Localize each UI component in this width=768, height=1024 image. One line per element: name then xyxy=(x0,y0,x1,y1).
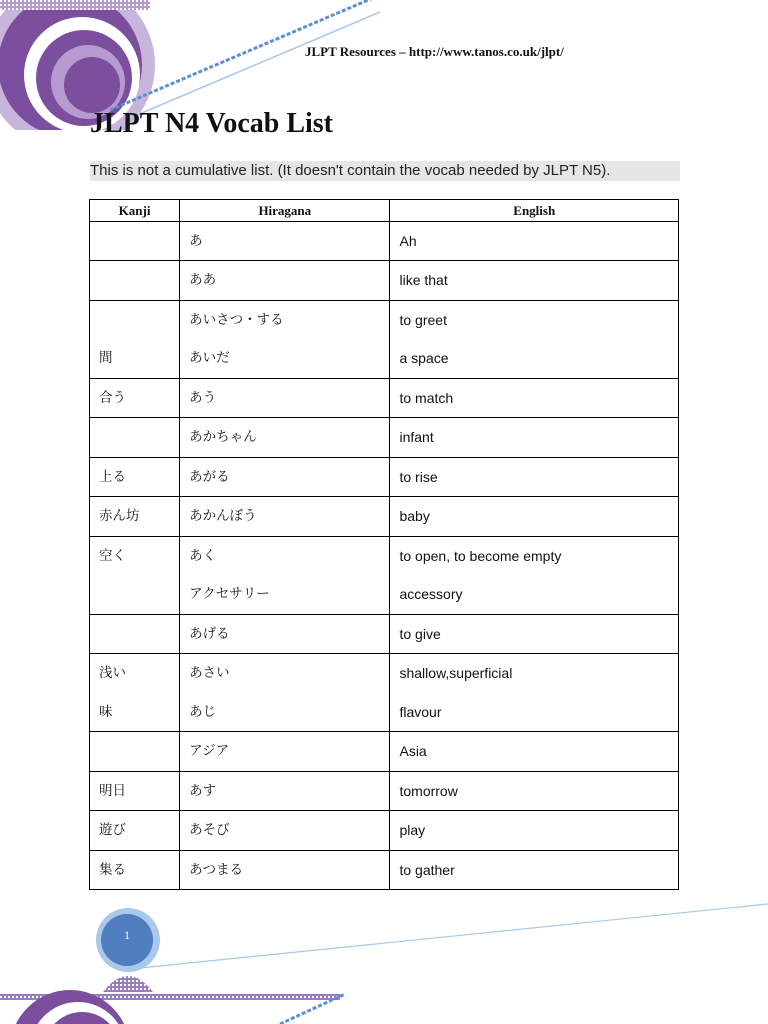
kanji-cell xyxy=(90,222,180,261)
english-cell-line: to greet xyxy=(399,311,447,328)
english-cell-line: to gather xyxy=(399,861,455,878)
hiragana-cell xyxy=(180,654,390,732)
hiragana-cell xyxy=(180,536,390,614)
hiragana-cell xyxy=(180,300,390,378)
table-row xyxy=(90,497,679,537)
english-cell xyxy=(390,457,679,497)
kanji-cell xyxy=(90,811,180,851)
english-cell-line: Ah xyxy=(399,233,417,249)
english-cell-line: shallow,superficial xyxy=(399,665,513,681)
hiragana-cell-line: あそび xyxy=(189,822,230,838)
vocab-table xyxy=(89,199,679,890)
english-cell xyxy=(390,732,679,772)
english-cell-line: like that xyxy=(399,272,448,288)
english-cell-line: Asia xyxy=(399,743,427,759)
kanji-cell-line xyxy=(99,261,170,300)
header-kanji: Kanji xyxy=(90,200,180,222)
subtitle-note: This is not a cumulative list. (It doesn't contain the vocab needed by JLPT N5). xyxy=(90,161,680,181)
kanji-cell xyxy=(90,614,180,654)
kanji-cell xyxy=(90,536,180,614)
hiragana-cell-line: あさい xyxy=(189,665,230,681)
table-row xyxy=(90,378,679,418)
english-cell xyxy=(390,614,679,654)
table-row xyxy=(90,457,679,497)
kanji-cell-line: 合う xyxy=(99,389,126,406)
hiragana-cell-line: ああ xyxy=(189,272,217,288)
english-cell-line: tomorrow xyxy=(399,782,458,799)
english-cell-line: to give xyxy=(399,625,441,642)
hiragana-cell-line: あじ xyxy=(189,703,217,720)
hiragana-cell-line: あつまる xyxy=(189,861,244,878)
kanji-cell-line: 浅い xyxy=(99,665,126,681)
table-row xyxy=(90,654,679,732)
kanji-cell-line: 遊び xyxy=(99,822,126,838)
kanji-cell xyxy=(90,378,180,418)
kanji-cell xyxy=(90,418,180,458)
hiragana-cell xyxy=(180,811,390,851)
english-cell-line: to rise xyxy=(399,468,438,485)
hiragana-cell xyxy=(180,378,390,418)
english-cell xyxy=(390,654,679,732)
hiragana-cell-line: あいさつ・する xyxy=(189,311,284,328)
kanji-cell-line xyxy=(99,301,170,340)
kanji-cell-line: 空く xyxy=(99,547,126,564)
table-row xyxy=(90,418,679,458)
kanji-cell xyxy=(90,771,180,811)
kanji-cell-line: 間 xyxy=(99,350,113,366)
kanji-cell-line xyxy=(99,418,170,457)
english-cell-line: to open, to become empty xyxy=(399,547,562,564)
table-row xyxy=(90,300,679,378)
footer-decoration xyxy=(0,880,768,1024)
hiragana-cell-line: アジア xyxy=(189,743,230,759)
table-row xyxy=(90,614,679,654)
english-cell-line: flavour xyxy=(399,703,442,720)
hiragana-cell xyxy=(180,771,390,811)
hiragana-cell-line: あかちゃん xyxy=(189,429,257,445)
kanji-cell-line: 集る xyxy=(99,861,126,878)
hiragana-cell-line: あげる xyxy=(189,625,230,642)
kanji-cell xyxy=(90,261,180,301)
english-cell xyxy=(390,261,679,301)
english-cell xyxy=(390,811,679,851)
english-cell-line: play xyxy=(399,822,426,838)
hiragana-cell-line: あかんぼう xyxy=(189,508,257,524)
kanji-cell xyxy=(90,457,180,497)
page-title: JLPT N4 Vocab List xyxy=(90,108,333,139)
table-header-row xyxy=(90,200,679,222)
english-cell xyxy=(390,300,679,378)
hiragana-cell xyxy=(180,497,390,537)
hiragana-cell-line: あがる xyxy=(189,468,230,485)
kanji-cell xyxy=(90,732,180,772)
english-cell-line: infant xyxy=(399,429,434,445)
kanji-cell xyxy=(90,654,180,732)
kanji-cell xyxy=(90,300,180,378)
english-cell-line: accessory xyxy=(399,586,463,602)
page-number: 1 xyxy=(124,928,130,942)
english-cell xyxy=(390,378,679,418)
hiragana-cell-line: あう xyxy=(189,389,217,406)
hiragana-cell xyxy=(180,457,390,497)
hiragana-cell-line: アクセサリー xyxy=(189,586,270,602)
english-cell xyxy=(390,497,679,537)
english-cell xyxy=(390,536,679,614)
english-cell xyxy=(390,418,679,458)
kanji-cell-line: 赤ん坊 xyxy=(99,508,140,524)
hiragana-cell-line: あいだ xyxy=(189,350,230,366)
kanji-cell xyxy=(90,497,180,537)
kanji-cell-line: 上る xyxy=(99,468,126,485)
kanji-cell-line: 味 xyxy=(99,703,113,720)
table-row xyxy=(90,261,679,301)
kanji-cell-line xyxy=(99,615,170,654)
hiragana-cell xyxy=(180,418,390,458)
english-cell-line: baby xyxy=(399,508,430,524)
kanji-cell-line xyxy=(99,732,170,771)
hiragana-cell-line: あく xyxy=(189,547,217,564)
english-cell-line: to match xyxy=(399,389,454,406)
table-row xyxy=(90,732,679,772)
english-cell xyxy=(390,771,679,811)
table-row xyxy=(90,811,679,851)
hiragana-cell-line: あ xyxy=(189,233,203,249)
kanji-cell-line: 明日 xyxy=(99,782,126,799)
kanji-cell-line xyxy=(99,222,170,260)
hiragana-cell xyxy=(180,222,390,261)
table-row xyxy=(90,771,679,811)
table-row xyxy=(90,536,679,614)
header-hiragana: Hiragana xyxy=(180,200,390,222)
header-english: English xyxy=(390,200,679,222)
kanji-cell-line xyxy=(99,575,170,614)
hiragana-cell xyxy=(180,261,390,301)
hiragana-cell xyxy=(180,614,390,654)
english-cell xyxy=(390,222,679,261)
hiragana-cell-line: あす xyxy=(189,782,217,799)
hiragana-cell xyxy=(180,732,390,772)
resources-link[interactable]: JLPT Resources – http://www.tanos.co.uk/jlpt/ xyxy=(305,44,564,59)
table-row xyxy=(90,222,679,261)
english-cell-line: a space xyxy=(399,350,449,366)
